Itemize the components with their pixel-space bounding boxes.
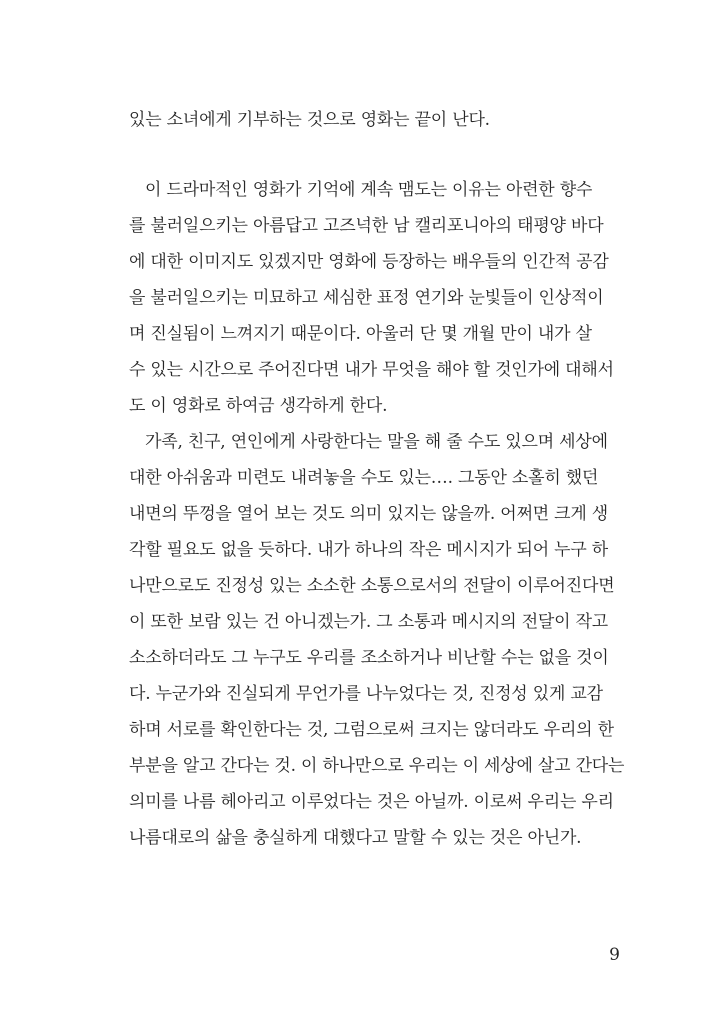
text-line: 소소하더라도 그 누구도 우리를 조소하거나 비난할 수는 없을 것이	[129, 648, 609, 668]
paragraph-first-line: 가족, 친구, 연인에게 사랑한다는 말을 해 줄 수도 있으며 세상에	[145, 432, 608, 452]
text-line: 수 있는 시간으로 주어진다면 내가 무엇을 해야 할 것인가에 대해서	[129, 360, 614, 380]
text-line: 다. 누군가와 진실되게 무언가를 나누었다는 것, 진정성 있게 교감	[129, 684, 603, 704]
text-line: 내면의 뚜껑을 열어 보는 것도 의미 있지는 않을까. 어쩌면 크게 생	[129, 504, 609, 524]
text-line: 부분을 알고 간다는 것. 이 하나만으로 우리는 이 세상에 살고 간다는	[129, 756, 625, 776]
text-line: 나만으로도 진정성 있는 소소한 소통으로서의 전달이 이루어진다면	[129, 576, 615, 596]
text-line: 이 또한 보람 있는 건 아니겠는가. 그 소통과 메시지의 전달이 작고	[129, 612, 609, 632]
text-line: 에 대한 이미지도 있겠지만 영화에 등장하는 배우들의 인간적 공감	[129, 252, 609, 272]
text-line: 의미를 나름 헤아리고 이루었다는 것은 아닐까. 이로써 우리는 우리	[129, 792, 614, 812]
text-line: 각할 필요도 없을 듯하다. 내가 하나의 작은 메시지가 되어 누구 하	[129, 540, 609, 560]
text-line: 을 불러일으키는 미묘하고 세심한 표정 연기와 눈빛들이 인상적이	[129, 288, 604, 308]
text-line: 를 불러일으키는 아름답고 고즈넉한 남 캘리포니아의 태평양 바다	[129, 216, 604, 236]
text-line: 있는 소녀에게 기부하는 것으로 영화는 끝이 난다.	[129, 110, 490, 130]
text-line: 도 이 영화로 하여금 생각하게 한다.	[129, 396, 388, 416]
text-line: 며 진실됨이 느껴지기 때문이다. 아울러 단 몇 개월 만이 내가 살	[129, 324, 592, 344]
page-number: 9	[609, 945, 620, 965]
paragraph-first-line: 이 드라마적인 영화가 기억에 계속 맴도는 이유는 아련한 향수	[145, 180, 593, 200]
text-line: 대한 아쉬움과 미련도 내려놓을 수도 있는…. 그동안 소홀히 했던	[129, 468, 599, 488]
text-line: 나름대로의 삶을 충실하게 대했다고 말할 수 있는 것은 아닌가.	[129, 828, 582, 848]
text-line: 하며 서로를 확인한다는 것, 그럼으로써 크지는 않더라도 우리의 한	[129, 720, 614, 740]
